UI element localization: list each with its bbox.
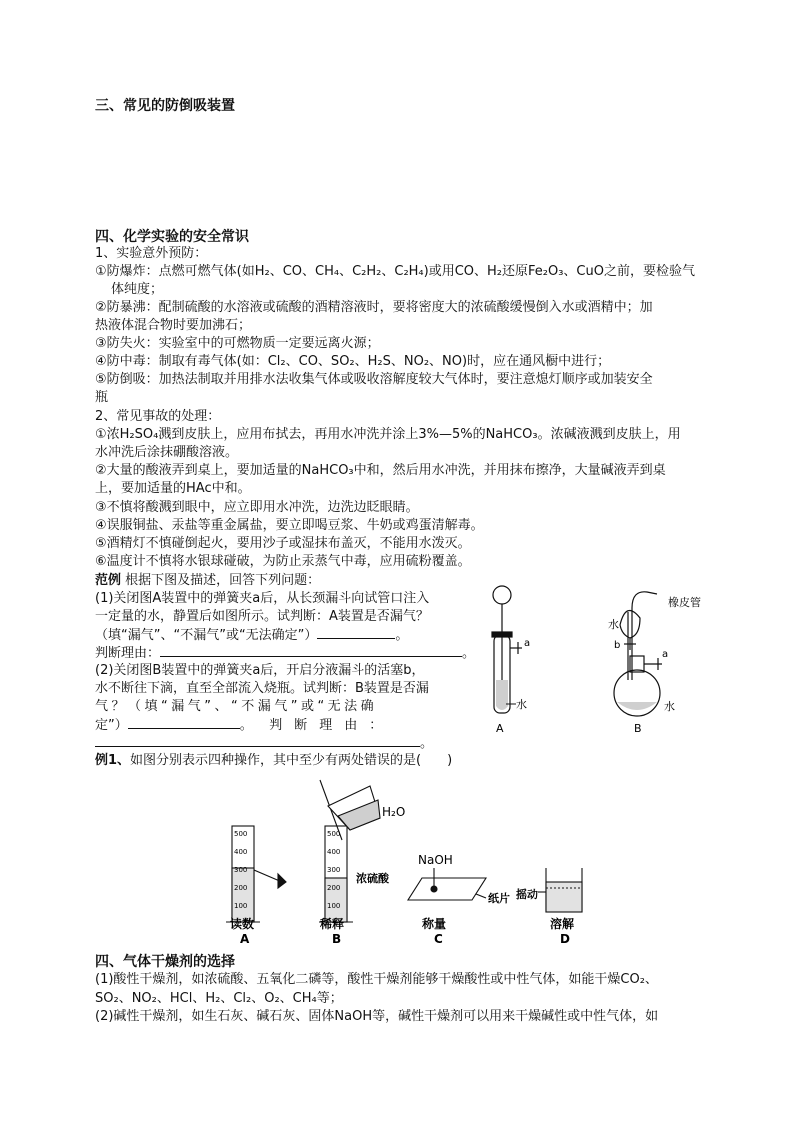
q2-line: (2)关闭图B装置中的弹簧夹a后，开启分液漏斗的活塞b， bbox=[95, 663, 425, 678]
accident-line: ②大量的酸液弄到桌上，要加适量的NaHCO₃中和，然后用水冲洗，并用抹布擦净，大量碱液弄到桌 bbox=[95, 463, 666, 478]
tick-label: 100 bbox=[234, 902, 248, 910]
stir-label: 摇动 bbox=[516, 888, 538, 901]
q2-line: 水不断往下滴，直至全部流入烧瓶。试判断：B装置是否漏 bbox=[95, 681, 429, 696]
letter-a: A bbox=[240, 932, 250, 946]
accident-line: ④误服铜盐、汞盐等重金属盐，要立即喝豆浆、牛奶或鸡蛋清解毒。 bbox=[95, 518, 484, 533]
operation-d-dissolving bbox=[538, 868, 582, 912]
accident-line: ⑤酒精灯不慎碰倒起火，要用沙子或湿抹布盖灭，不能用水泼灭。 bbox=[95, 536, 471, 551]
q2-reason: 。 bbox=[95, 734, 433, 753]
prevention-line: ⑤防倒吸：加热法制取并用排水法收集气体或吸收溶解度较大气体时，要注意熄灯顺序或加装安全 bbox=[95, 372, 653, 387]
prevention-line: ②防暴沸：配制硫酸的水溶液或硫酸的酒精溶液时，要将密度大的浓硫酸缓慢倒入水或酒精中；加 bbox=[95, 300, 653, 315]
h2o-label: H₂O bbox=[382, 805, 406, 819]
caption-weigh: 称量 bbox=[422, 917, 447, 931]
example1-text: 如图分别表示四种操作，其中至少有两处错误的是( ) bbox=[130, 753, 453, 768]
prevention-line: ①防爆炸：点燃可燃气体(如H₂、CO、CH₄、C₂H₂、C₂H₄)或用CO、H₂还原Fe₂O₃、CuO之前，要检验气 bbox=[95, 264, 695, 279]
figure-a-label: A bbox=[496, 722, 504, 735]
caption-dissolve: 溶解 bbox=[550, 917, 575, 931]
label-b-stopcock: b bbox=[614, 640, 621, 651]
tick-label: 200 bbox=[234, 884, 248, 892]
tick-label: 500 bbox=[327, 830, 341, 838]
water-label-a: 水 bbox=[516, 698, 527, 711]
tick-label: 300 bbox=[234, 866, 248, 874]
rubber-tube-label: 橡皮管 bbox=[668, 596, 701, 609]
letter-b: B bbox=[332, 932, 342, 946]
q1-line: （填“漏气”、“不漏气”或“无法确定”） 。 bbox=[95, 628, 409, 643]
q1-options: （填“漏气”、“不漏气”或“无法确定”） bbox=[95, 628, 318, 643]
operations-figure bbox=[220, 778, 590, 948]
drying-line: (1)酸性干燥剂，如浓硫酸、五氧化二磷等，酸性干燥剂能够干燥酸性或中性气体，如能干燥CO₂、 bbox=[95, 972, 658, 987]
accident-line: ①浓H₂SO₄溅到皮肤上，应用布拭去，再用水冲洗并涂上3%—5%的NaHCO₃。浓碱液溅到皮肤上，用 bbox=[95, 427, 681, 442]
prevention-line: 热液体混合物时要加沸石； bbox=[95, 318, 252, 333]
accident-line: 水冲洗后涂抹硼酸溶液。 bbox=[95, 445, 239, 460]
prevention-line: ④防中毒：制取有毒气体(如：Cl₂、CO、SO₂、H₂S、NO₂、NO)时，应在通风橱中进行； bbox=[95, 354, 611, 369]
paper-label: 纸片 bbox=[488, 892, 510, 905]
tick-label: 400 bbox=[327, 848, 341, 856]
drying-title: 四、气体干燥剂的选择 bbox=[95, 954, 235, 970]
prevention-line: ③防失火：实验室中的可燃物质一定要远离火源； bbox=[95, 336, 380, 351]
letter-d: D bbox=[560, 932, 570, 946]
tick-label: 100 bbox=[327, 902, 341, 910]
apparatus-b bbox=[614, 592, 662, 716]
naoh-label: NaOH bbox=[418, 853, 453, 867]
q2-line: 气？（填“漏气”、“不漏气”或“无法确 bbox=[95, 699, 378, 714]
q1-line: 一定量的水，静置后如图所示。试判断：A装置是否漏气？ bbox=[95, 609, 429, 624]
tick-label: 400 bbox=[234, 848, 248, 856]
accident-line: ③不慎将酸溅到眼中，应立即用水冲洗，边洗边眨眼睛。 bbox=[95, 500, 419, 515]
example1-label: 例1、 bbox=[95, 753, 131, 768]
tick-label: 500 bbox=[234, 830, 248, 838]
label-a-clip: a bbox=[524, 638, 531, 649]
example-intro bbox=[95, 572, 320, 590]
accident-heading: 2、常见事故的处理： bbox=[95, 409, 221, 424]
q1-reason-label: 判断理由： bbox=[95, 646, 161, 661]
apparatus-figure bbox=[482, 580, 702, 740]
prevention-line: 瓶 bbox=[95, 390, 109, 405]
answer-blank[interactable] bbox=[317, 626, 395, 639]
tick-label: 300 bbox=[327, 866, 341, 874]
caption-read: 读数 bbox=[230, 917, 255, 931]
answer-blank[interactable] bbox=[128, 716, 240, 729]
section3-title: 三、常见的防倒吸装置 bbox=[95, 98, 235, 114]
apparatus-a bbox=[492, 586, 522, 713]
drying-line: SO₂、NO₂、HCl、H₂、Cl₂、O₂、CH₄等； bbox=[95, 991, 343, 1006]
conc-acid-label: 浓硫酸 bbox=[356, 872, 389, 885]
example-label: 范例 bbox=[95, 573, 122, 588]
accident-line: ⑥温度计不慎将水银球碰破，为防止汞蒸气中毒，应用硫粉覆盖。 bbox=[95, 554, 471, 569]
q1-reason: 判断理由： 。 bbox=[95, 646, 476, 661]
section4-title: 四、化学实验的安全常识 bbox=[95, 229, 249, 245]
figure-b-label: B bbox=[634, 722, 642, 735]
example-intro-text: 根据下图及描述，回答下列问题： bbox=[125, 573, 321, 588]
drying-line: (2)碱性干燥剂，如生石灰、碱石灰、固体NaOH等，碱性干燥剂可以用来干燥碱性或中性气体，如 bbox=[95, 1009, 659, 1024]
reason-blank[interactable] bbox=[160, 644, 462, 657]
accident-line: 上，要加适量的HAc中和。 bbox=[95, 481, 251, 496]
prevention-line: 体纯度； bbox=[111, 282, 164, 297]
q1-line: (1)关闭图A装置中的弹簧夹a后，从长颈漏斗向试管口注入 bbox=[95, 591, 430, 606]
q2-options-end: 定”） bbox=[95, 718, 128, 733]
water-label-b-top: 水 bbox=[608, 618, 619, 631]
water-label-b-bottom: 水 bbox=[664, 700, 675, 713]
example1-line bbox=[95, 752, 452, 770]
q2-reason-label: 判断理由： bbox=[269, 718, 395, 733]
q2-answer: 定”） 。 判断理由： bbox=[95, 718, 395, 733]
operation-c-weighing bbox=[408, 868, 486, 900]
caption-dilute: 稀释 bbox=[320, 917, 345, 931]
prevention-heading: 1、实验意外预防： bbox=[95, 246, 208, 261]
label-b-clip: a bbox=[662, 649, 669, 660]
tick-label: 200 bbox=[327, 884, 341, 892]
reason-blank[interactable] bbox=[95, 734, 420, 747]
letter-c: C bbox=[434, 932, 443, 946]
